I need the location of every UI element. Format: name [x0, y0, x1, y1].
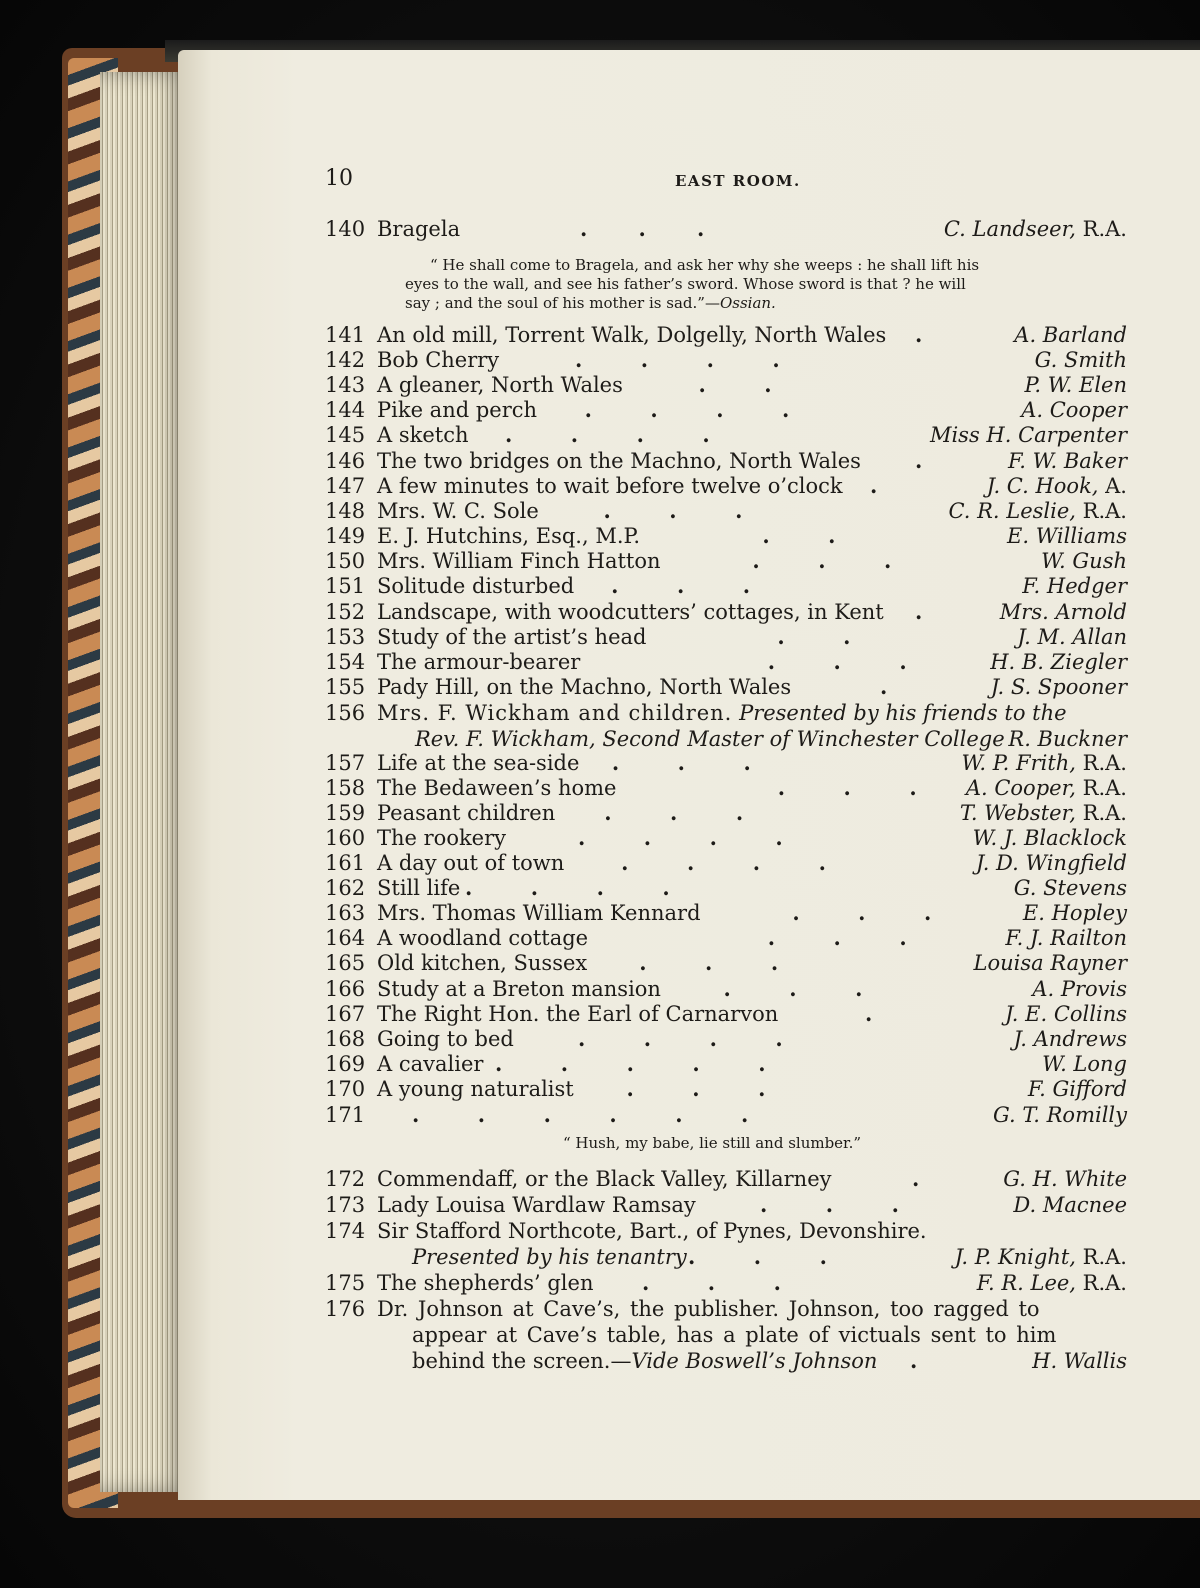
- quote-line: “ Hush, my babe, lie still and slumber.”: [563, 1134, 862, 1152]
- catalogue-entry: [0, 573, 1200, 599]
- entry-artist: G. Stevens: [1013, 876, 1127, 900]
- entry-title: Bob Cherry: [377, 348, 500, 372]
- catalogue-entry: [0, 700, 1200, 726]
- catalogue-entry: [0, 825, 1200, 851]
- entry-number: 165: [325, 951, 366, 975]
- catalogue-entry: [0, 1001, 1200, 1027]
- leader-dots: . . . .: [575, 347, 780, 372]
- entry-artist: G. Smith: [1034, 348, 1127, 372]
- leader-dots: . .: [640, 372, 772, 397]
- catalogue-entry: [0, 875, 1200, 901]
- catalogue-entry: [0, 523, 1200, 549]
- entry-artist: W. P. Frith, R.A.: [961, 751, 1127, 775]
- catalogue-entry: [0, 624, 1200, 650]
- entry-artist: H. B. Ziegler: [990, 650, 1127, 674]
- entry-artist: F. R. Lee, R.A.: [976, 1271, 1127, 1295]
- quote-line: eyes to the wall, and see his father’s sword. Whose sword is that ? he will: [405, 275, 966, 293]
- entry-title: An old mill, Torrent Walk, Dolgelly, North Wales: [377, 323, 887, 347]
- entry-title: Old kitchen, Sussex: [377, 951, 588, 975]
- entry-number: 157: [325, 751, 366, 775]
- catalogue-entry: [0, 448, 1200, 474]
- entry-number: 158: [325, 776, 366, 800]
- catalogue-entry: [0, 1166, 1200, 1192]
- entry-number: 173: [325, 1193, 366, 1217]
- entry-number: 155: [325, 675, 366, 699]
- entry-number: 141: [325, 323, 366, 347]
- entry-number: 149: [325, 524, 366, 548]
- entry-artist: E. Williams: [1007, 524, 1127, 548]
- entry-title: The armour-bearer: [377, 650, 581, 674]
- catalogue-entry: [0, 750, 1200, 776]
- entry-artist: W. J. Blacklock: [972, 826, 1127, 850]
- catalogue-entry: [0, 1026, 1200, 1052]
- catalogue-entry: [0, 976, 1200, 1002]
- entry-title: Pike and perch: [377, 398, 538, 422]
- entry-artist: A. Provis: [1032, 977, 1127, 1001]
- catalogue-entry: [0, 1270, 1200, 1296]
- entry-title: The shepherds’ glen: [377, 1271, 594, 1295]
- entry-artist: J. S. Spooner: [990, 675, 1127, 699]
- entry-number: 161: [325, 851, 366, 875]
- running-head: EAST ROOM.: [675, 172, 801, 190]
- entry-artist: J. D. Wingfield: [975, 851, 1127, 875]
- entry-number: 174: [325, 1219, 366, 1243]
- leader-dots: . . .: [665, 976, 863, 1001]
- leader-dots: . . . .: [578, 1026, 783, 1051]
- leader-dots: . . .: [568, 1076, 766, 1101]
- entry-number: 154: [325, 650, 366, 674]
- entry-title: Study at a Breton mansion: [377, 977, 661, 1001]
- entry-number: 143: [325, 373, 366, 397]
- catalogue-entry: [0, 347, 1200, 373]
- entry-number: 153: [325, 625, 366, 649]
- entry-description: appear at Cave’s table, has a plate of victuals sent to him: [412, 1323, 1057, 1347]
- entry-number: 172: [325, 1167, 366, 1191]
- catalogue-entry: [0, 775, 1200, 801]
- catalogue-entry: [0, 1051, 1200, 1077]
- entry-title: E. J. Hutchins, Esq., M.P.: [377, 524, 641, 548]
- leader-dots: . . . .: [465, 875, 670, 900]
- entry-title: Dr. Johnson at Cave’s, the publisher. Johnson, too ragged to: [377, 1297, 1040, 1321]
- entry-title: Mrs. William Finch Hatton: [377, 549, 661, 573]
- entry-title: Peasant children: [377, 801, 556, 825]
- entry-artist: J. P. Knight, R.A.: [954, 1245, 1127, 1269]
- catalogue-entry-continued: [0, 1348, 1200, 1374]
- entry-number: 164: [325, 926, 366, 950]
- entry-number: 144: [325, 398, 366, 422]
- entry-number: 171: [325, 1103, 366, 1127]
- entry-artist: G. H. White: [1003, 1167, 1127, 1191]
- page-number: 10: [325, 166, 353, 191]
- entry-artist: E. Hopley: [1022, 901, 1127, 925]
- catalogue-entry-continued: [0, 726, 1200, 752]
- entry-title: Still life: [377, 876, 461, 900]
- quote-line: “ He shall come to Bragela, and ask her why she weeps : he shall lift his: [430, 256, 980, 274]
- entry-artist: J. M. Allan: [1017, 625, 1127, 649]
- entry-number: 160: [325, 826, 366, 850]
- entry-title: Mrs. W. C. Sole: [377, 499, 539, 523]
- entry-title: A sketch: [377, 423, 469, 447]
- leader-dots: . . . .: [578, 825, 783, 850]
- entry-artist: C. R. Leslie, R.A.: [948, 499, 1127, 523]
- entry-title: Going to bed: [377, 1027, 514, 1051]
- entry-number: 159: [325, 801, 366, 825]
- entry-number: 145: [325, 423, 366, 447]
- catalogue-entry: [0, 900, 1200, 926]
- leader-dots: . . .: [580, 216, 705, 241]
- entry-artist: F. Gifford: [1027, 1077, 1127, 1101]
- entry-number: 169: [325, 1052, 366, 1076]
- entry-presentation: Presented by his tenantry: [412, 1245, 687, 1269]
- entry-artist: Mrs. Arnold: [999, 600, 1127, 624]
- leader-dots: . . .: [760, 1192, 899, 1217]
- catalogue-entry: [0, 850, 1200, 876]
- entry-title: Landscape, with woodcutters’ cottages, in Kent: [377, 600, 884, 624]
- entry-artist: J. E. Collins: [1005, 1002, 1127, 1026]
- entry-title: A young naturalist: [377, 1077, 574, 1101]
- leader-dots: . . . .: [505, 422, 710, 447]
- entry-artist: H. Wallis: [1032, 1349, 1127, 1373]
- entry-title: A gleaner, North Wales: [377, 373, 623, 397]
- catalogue-entry: [0, 925, 1200, 951]
- entry-artist: C. Landseer, R.A.: [943, 217, 1127, 241]
- entry-description: behind the screen.—Vide Boswell’s Johnson: [412, 1349, 878, 1373]
- leader-dots: .: [912, 1166, 920, 1191]
- entry-number: 142: [325, 348, 366, 372]
- entry-number: 166: [325, 977, 366, 1001]
- entry-artist: A. Barland: [1014, 323, 1127, 347]
- entry-number: 163: [325, 901, 366, 925]
- entry-title: Commendaff, or the Black Valley, Killarney: [377, 1167, 832, 1191]
- leader-dots: . . . .: [570, 397, 790, 422]
- catalogue-entry: [0, 548, 1200, 574]
- leader-dots: . . .: [545, 498, 743, 523]
- leader-dots: . . .: [642, 1270, 781, 1295]
- catalogue-entry-continued: [0, 1244, 1200, 1270]
- catalogue-entry: [0, 800, 1200, 826]
- catalogue-entry: [0, 1102, 1200, 1128]
- entry-number: 146: [325, 449, 366, 473]
- entry-title: A woodland cottage: [377, 926, 589, 950]
- leader-dots: . . . . . .: [412, 1102, 749, 1127]
- entry-artist: W. Long: [1042, 1052, 1127, 1076]
- catalogue-entry: [0, 473, 1200, 499]
- catalogue-entry: [0, 372, 1200, 398]
- entry-title: The two bridges on the Machno, North Wales: [377, 449, 861, 473]
- entry-title: A day out of town: [377, 851, 565, 875]
- entry-number: 176: [325, 1297, 366, 1321]
- quote-line: say ; and the soul of his mother is sad.”—Ossian.: [405, 294, 776, 312]
- catalogue-entry-continued: [0, 1322, 1200, 1348]
- catalogue-entry: [0, 649, 1200, 675]
- catalogue-entry: [0, 950, 1200, 976]
- entry-artist: Louisa Rayner: [973, 951, 1127, 975]
- leader-dots: . . .: [575, 800, 744, 825]
- entry-artist: F. Hedger: [1022, 574, 1127, 598]
- entry-number: 148: [325, 499, 366, 523]
- entry-artist: J. C. Hook, A.: [986, 474, 1127, 498]
- entry-title: Sir Stafford Northcote, Bart., of Pynes, Devonshire.: [377, 1219, 927, 1243]
- catalogue-entry: [0, 674, 1200, 700]
- leader-dots: .: [865, 1001, 873, 1026]
- entry-number: 170: [325, 1077, 366, 1101]
- entry-title: Bragela: [377, 217, 461, 241]
- catalogue-entry: [0, 216, 1200, 242]
- entry-title: Pady Hill, on the Machno, North Wales: [377, 675, 792, 699]
- leader-dots: .: [915, 322, 923, 347]
- leader-dots: . . .: [690, 900, 932, 925]
- entry-artist: A. Cooper: [1021, 398, 1127, 422]
- leader-dots: . . .: [680, 925, 907, 950]
- entry-artist: Miss H. Carpenter: [929, 423, 1127, 447]
- entry-number: 168: [325, 1027, 366, 1051]
- leader-dots: . . . . .: [495, 1051, 766, 1076]
- leader-dots: . .: [660, 523, 836, 548]
- catalogue-entry: [0, 1076, 1200, 1102]
- leader-dots: . . .: [672, 548, 892, 573]
- entry-artist: T. Webster, R.A.: [959, 801, 1127, 825]
- leader-dots: . . .: [610, 950, 779, 975]
- leader-dots: .: [915, 599, 923, 624]
- leader-dots: .: [915, 448, 923, 473]
- entry-title: Lady Louisa Wardlaw Ramsay: [377, 1193, 696, 1217]
- entry-number: 167: [325, 1002, 366, 1026]
- entry-number: 150: [325, 549, 366, 573]
- leader-dots: . . .: [560, 573, 751, 598]
- entry-number: 151: [325, 574, 366, 598]
- catalogue-entry: [0, 1296, 1200, 1322]
- catalogue-entry: [0, 422, 1200, 448]
- entry-artist: R. Buckner: [1008, 727, 1127, 751]
- entry-artist: W. Gush: [1041, 549, 1127, 573]
- catalogue-entry: [0, 498, 1200, 524]
- catalogue-entry: [0, 397, 1200, 423]
- entry-title: Mrs. Thomas William Kennard: [377, 901, 701, 925]
- leader-dots: . . .: [568, 750, 751, 775]
- entry-number: 162: [325, 876, 366, 900]
- entry-title: Solitude disturbed: [377, 574, 575, 598]
- leader-dots: . .: [675, 624, 851, 649]
- catalogue-entry: [0, 599, 1200, 625]
- entry-title: The Right Hon. the Earl of Carnarvon: [377, 1002, 779, 1026]
- leader-dots: . . .: [680, 649, 907, 674]
- entry-artist: J. Andrews: [1013, 1027, 1127, 1051]
- entry-artist: F. J. Railton: [1005, 926, 1127, 950]
- leader-dots: .: [880, 674, 888, 699]
- entry-number: 156: [325, 701, 366, 725]
- entry-artist: P. W. Elen: [1024, 373, 1127, 397]
- leader-dots: . . .: [688, 1244, 827, 1269]
- entry-artist: D. Macnee: [1013, 1193, 1127, 1217]
- leader-dots: . . .: [690, 775, 917, 800]
- entry-artist: F. W. Baker: [1007, 449, 1127, 473]
- catalogue-entry: [0, 1218, 1200, 1244]
- entry-title: Life at the sea-side: [377, 751, 580, 775]
- entry-title: A cavalier: [377, 1052, 484, 1076]
- catalogue-entry: [0, 1192, 1200, 1218]
- entry-artist: G. T. Romilly: [992, 1103, 1127, 1127]
- entry-title: A few minutes to wait before twelve o’clock: [377, 474, 843, 498]
- entry-number: 147: [325, 474, 366, 498]
- catalogue-entry: [0, 322, 1200, 348]
- leader-dots: . . . .: [570, 850, 826, 875]
- entry-title: Mrs. F. Wickham and children. Presented by his friends to the: [377, 701, 1067, 725]
- entry-number: 140: [325, 217, 366, 241]
- entry-artist: A. Cooper, R.A.: [965, 776, 1127, 800]
- entry-number: 175: [325, 1271, 366, 1295]
- entry-presentation: Rev. F. Wickham, Second Master of Winchester College: [415, 727, 1005, 751]
- entry-title: The Bedaween’s home: [377, 776, 617, 800]
- leader-dots: .: [910, 1348, 918, 1373]
- entry-number: 152: [325, 600, 366, 624]
- entry-title: Study of the artist’s head: [377, 625, 647, 649]
- entry-title: The rookery: [377, 826, 507, 850]
- leader-dots: .: [870, 473, 878, 498]
